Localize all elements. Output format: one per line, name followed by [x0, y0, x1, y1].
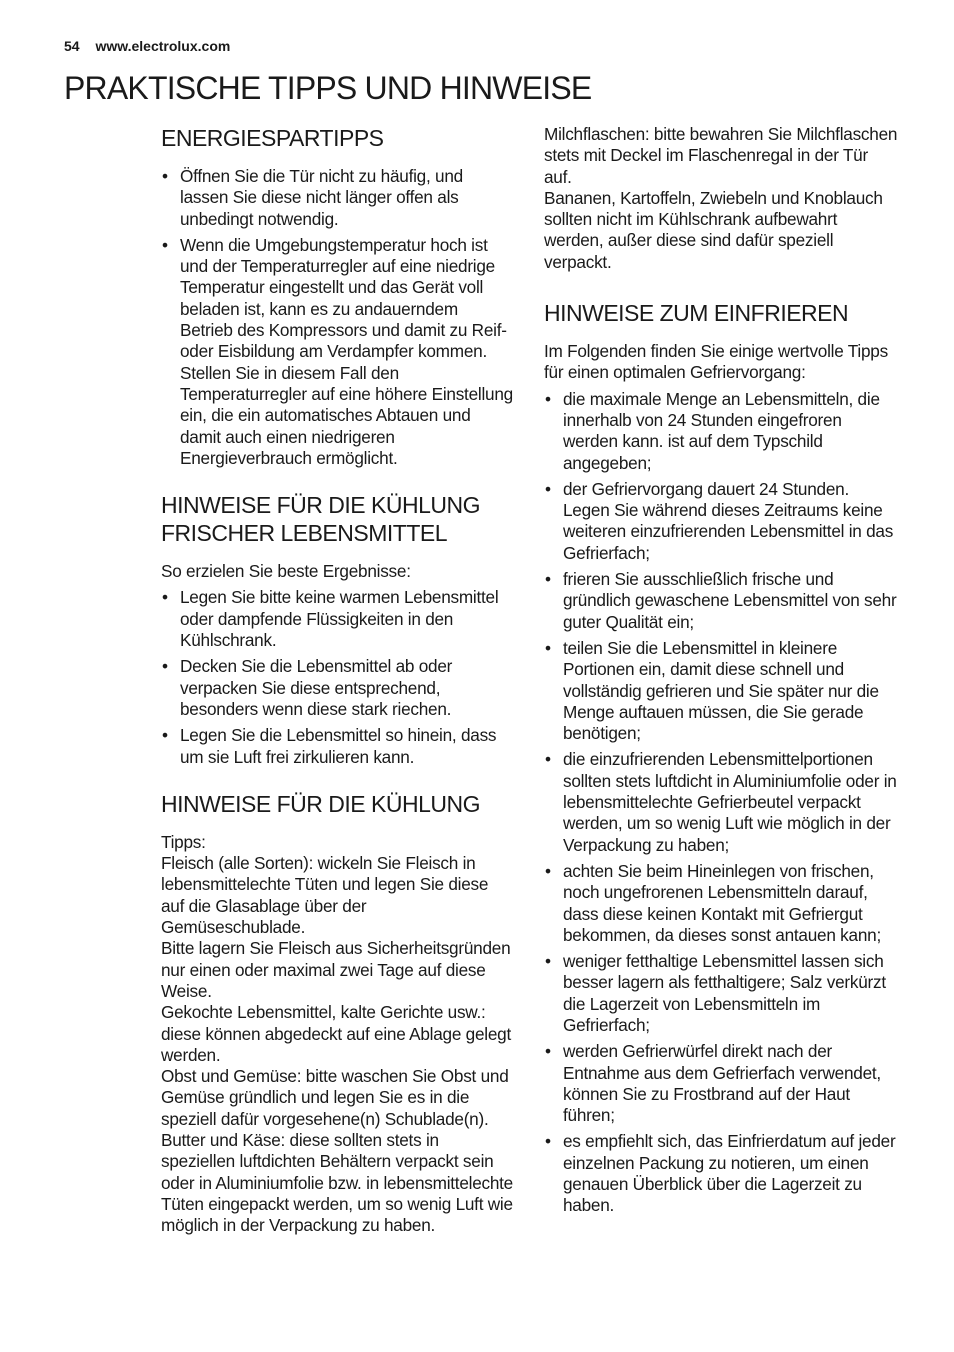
right-column [544, 124, 898, 1222]
freezing-intro: Im Folgenden finden Sie einige wertvolle Tipps für einen optimalen Gefriervorgang: [544, 341, 888, 383]
list-item: • Legen Sie bitte keine warmen Lebensmittel oder dampfende Flüssigkeiten in den Kühlschrank. [162, 587, 499, 651]
section-cooling [161, 790, 513, 1237]
paragraph: Obst und Gemüse: bitte waschen Sie Obst und Gemüse gründlich und legen Sie es in die speziell dafür vorgesehene(n) Schublade(n). [161, 1066, 509, 1129]
left-column [161, 124, 513, 1236]
paragraph: Bitte lagern Sie Fleisch aus Sicherheitsgründen nur einen oder maximal zwei Tage auf diese Weise. [161, 938, 511, 1001]
page-number: 54 [64, 38, 80, 54]
list-item: • teilen Sie die Lebensmittel in kleinere Portionen ein, damit diese schnell und vollständig gefrieren und Sie später nur die Menge auftauen müssen, die Sie gerade benötigen; [545, 637, 879, 744]
paragraph: Bananen, Kartoffeln, Zwiebeln und Knoblauch sollten nicht im Kühlschrank aufbewahrt werden, außer diese sind dafür speziell verpackt. [544, 187, 883, 272]
freezing-list [544, 389, 898, 1217]
paragraph: Fleisch (alle Sorten): wickeln Sie Fleisch in lebensmittelechte Tüten und legen Sie diese auf die Glasablage über der Gemüseschublade. [161, 853, 489, 938]
paragraph: Tipps: [161, 831, 206, 852]
section-heading-fresh: HINWEISE FÜR DIE KÜHLUNG FRISCHER LEBENSMITTEL [161, 492, 480, 547]
paragraph: Butter und Käse: diese sollten stets in speziellen luftdichten Behältern verpackt sein oder in Aluminiumfolie bzw. in lebensmittelechte Tüten eingepackt werden, um so wenig Luft wie möglich in der Verpackung zu haben. [161, 1129, 513, 1236]
list-item: • Legen Sie die Lebensmittel so hinein, dass um sie Luft frei zirkulieren kann. [162, 725, 497, 767]
section-heading-cooling: HINWEISE FÜR DIE KÜHLUNG [161, 790, 480, 817]
section-fresh [161, 491, 513, 768]
section-freezing [544, 295, 898, 1217]
list-item: • der Gefriervorgang dauert 24 Stunden. Legen Sie während dieses Zeitraums keine weiteren einzufrierenden Lebensmittel in das Gefrierfach; [545, 478, 894, 563]
list-item: • die einzufrierenden Lebensmittelportionen sollten stets luftdicht in Aluminiumfolie oder in lebensmittelechte Gefrierbeutel verpackt werden, um so wenig Luft wie möglich in der Verpackung zu haben; [545, 749, 897, 855]
page-title: PRAKTISCHE TIPPS UND HINWEISE [64, 70, 592, 106]
section-heading-freezing: HINWEISE ZUM EINFRIEREN [544, 300, 849, 327]
list-item: • weniger fetthaltige Lebensmittel lassen sich besser lagern als fetthaltigere; Salz verkürzt die Lagerzeit von Lebensmitteln im Gefrierfach; [545, 951, 886, 1035]
list-item: • frieren Sie ausschließlich frische und gründlich gewaschene Lebensmittel von sehr guter Qualität ein; [545, 569, 897, 632]
list-item: • es empfiehlt sich, das Einfrierdatum auf jeder einzelnen Packung zu notieren, um einen genauen Überblick über die Lagerzeit zu haben. [545, 1131, 896, 1216]
list-item: • die maximale Menge an Lebensmitteln, die innerhalb von 24 Stunden eingefroren werden kann. ist auf dem Typschild angegeben; [545, 388, 880, 473]
fresh-intro: So erzielen Sie beste Ergebnisse: [161, 561, 411, 582]
paragraph: Gekochte Lebensmittel, kalte Gerichte usw.: diese können abgedeckt auf eine Ablage gelegt werden. [161, 1002, 511, 1065]
paragraph: Milchflaschen: bitte bewahren Sie Milchflaschen stets mit Deckel im Flaschenregal in der Tür auf. [544, 124, 898, 187]
list-item: • achten Sie beim Hineinlegen von frischen, noch ungefrorenen Lebensmitteln darauf, dass diese keinen Kontakt mit Gefriergut bekommen, da dieses sonst antauen kann; [545, 860, 881, 945]
fresh-list [161, 587, 513, 767]
energy-list [161, 166, 513, 469]
section-cooling-continued [544, 124, 898, 273]
list-item: • werden Gefrierwürfel direkt nach der Entnahme aus dem Gefrierfach verwendet, können Sie zu Frostbrand auf der Haut führen; [545, 1041, 881, 1126]
list-item: • Öffnen Sie die Tür nicht zu häufig, und lassen Sie diese nicht länger offen als unbedingt notwendig. [162, 166, 463, 229]
list-item: • Wenn die Umgebungstemperatur hoch ist und der Temperaturregler auf eine niedrige Temperatur eingestellt und das Gerät voll beladen ist, kann es zu andauerndem Betrieb des Kompressors und damit zu Reif- oder Eisbildung am Verdampfer kommen. Stellen Sie in diesem Fall den Temperaturregler auf eine höhere Einstellung ein, die ein automatisches Abtauen und damit auch einen niedrigeren Energieverbrauch ermöglicht. [162, 234, 513, 468]
section-heading-energy: ENERGIESPARTIPPS [161, 125, 384, 151]
website-link[interactable]: www.electrolux.com [95, 38, 231, 54]
page-header [64, 38, 230, 54]
section-energy [161, 124, 513, 469]
list-item: • Decken Sie die Lebensmittel ab oder verpacken Sie diese entsprechend, besonders wenn diese stark riechen. [162, 656, 453, 719]
